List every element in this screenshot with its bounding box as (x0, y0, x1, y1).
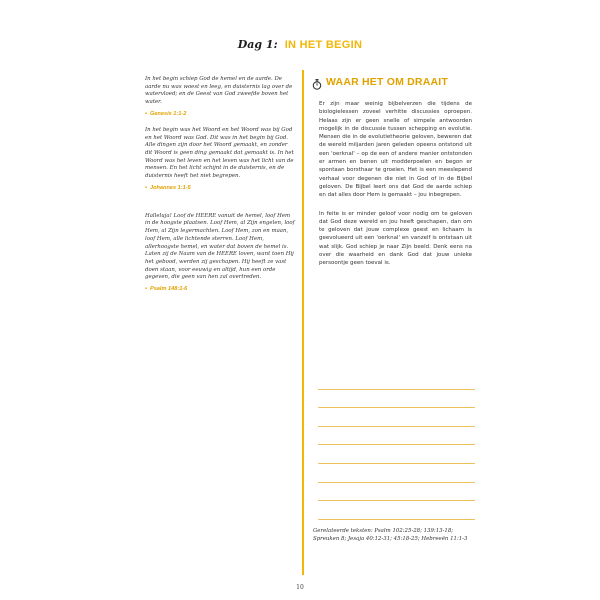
verse-text: In het begin was het Woord en het Woord was bij God en het Woord was God. Dit was in het begin bij God. Alle dingen zijn door het Woord gemaakt, en zonder dit Woord is geen ding gemaakt dat gemaakt is. In het Woord was het leven en het leven was het licht van de mensen. En het licht schijnt in de duisternis, en de duisternis heeft het niet begrepen. (145, 126, 294, 180)
body-paragraph: Er zijn maar weinig bijbelverzen die tijdens de biologielessen zoveel verhitte discussies oproepen. Helaas zijn er geen snelle of simpele antwoorden mogelijk in de discussie tussen schepping en evolutie. Mensen die in de evolutietheorie geloven, beweren dat de wereld miljarden jaren geleden opeens ontstond uit een 'oerknal' – op de een of andere manier ontstonden er armen en benen uit modderpoelen en begon er spontaan borsthaar te groeien. Het is een meeslepend verhaal voor degenen die niet in God of in de Bijbel geloven. De Bijbel leert ons dat God de aarde schiep en dat alles door Hem is gemaakt – jou inbegrepen. (319, 101, 472, 199)
writing-line[interactable] (318, 445, 475, 464)
writing-line[interactable] (318, 427, 475, 446)
related-texts: Gerelateerde teksten: Psalm 102:25-28; 139:13-18; Spreuken 8; Jesaja 40:12-31; 45:18-25; Hebreeën 11:1-3 (313, 528, 468, 542)
verse-reference: • Psalm 148:1-6 (145, 286, 188, 293)
body-paragraph: In feite is er minder geloof voor nodig om te geloven dat God deze wereld en jou heeft geschapen, dan om te geloven dat jouw complexe geest en lichaam is geevolueerd uit een 'oerknal' en vanzelf is ontstaan uit wat slijk. God schiep je naar Zijn beeld. Denk eens na over die waarheid en dank God dat jouw unieke persoontje geen toeval is. (319, 210, 472, 267)
reflection-column (312, 76, 478, 278)
writing-lines[interactable] (318, 371, 475, 520)
day-label: Dag 1: (237, 38, 278, 51)
section-header (312, 76, 478, 88)
verse-reference: • Genesis 1:1-2 (145, 110, 187, 117)
column-divider (302, 70, 304, 575)
writing-line[interactable] (318, 408, 475, 427)
verses-column (145, 76, 295, 302)
stopwatch-icon (312, 77, 322, 88)
page-number: 10 (296, 584, 304, 591)
verse-text: Halleluja! Loof de HEERE vanuit de hemel, loof Hem in de hoogste plaatsen. Loof Hem, al Zijn engelen, loof Hem, al Zijn legermachten. Loof Hem, zon en maan, loof Hem, alle lichtende sterren. Loof Hem, allerhoogste hemel, en water dat boven de hemel is. Laten zij de Naam van de HEERE loven, want toen Hij het gebood, werden zij geschapen. Hij heeft ze vast doen staan, voor eeuwig en altijd, hun een orde gegeven, die geen van hen zal overtreden. (145, 212, 295, 281)
day-title: IN HET BEGIN (284, 39, 363, 51)
writing-line[interactable] (318, 464, 475, 483)
writing-line[interactable] (318, 371, 475, 390)
verse-text: In het begin schiep God de hemel en de aarde. De aarde nu was woest en leeg, en duisternis lag over de watervloed; en de Geest van God zweefde boven het water. (145, 76, 293, 106)
writing-line[interactable] (318, 483, 475, 502)
page-header (0, 38, 600, 51)
writing-line[interactable] (318, 501, 475, 520)
section-title: WAAR HET OM DRAAIT (326, 76, 449, 88)
writing-line[interactable] (318, 390, 475, 409)
verse-reference: • Johannes 1:1-5 (145, 184, 191, 191)
